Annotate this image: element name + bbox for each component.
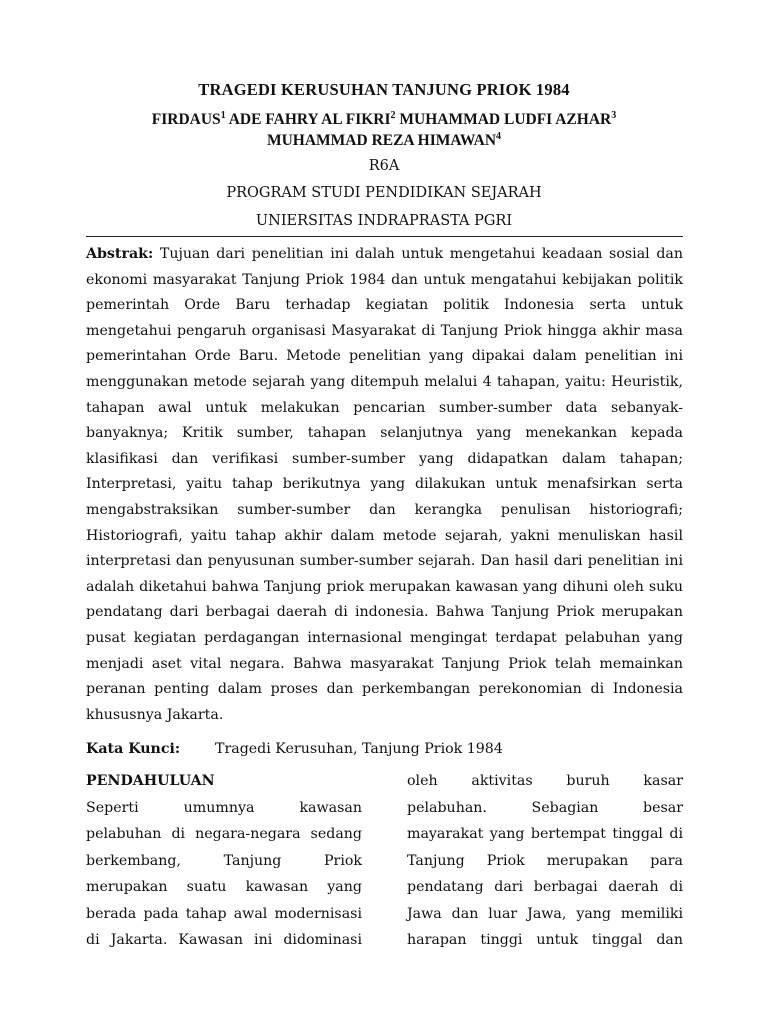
author-affiliation-number: 3 <box>611 110 617 121</box>
author-name: ADE FAHRY AL FIKRI <box>228 111 391 128</box>
body-line: merupakan suatu kawasan yang <box>86 879 362 895</box>
body-line: Seperti umumnya kawasan <box>86 799 362 816</box>
body-line: berkembang, Tanjung Priok <box>86 852 362 869</box>
body-line: oleh aktivitas buruh kasar <box>407 773 683 789</box>
body-line: pelabuhan. Sebagian besar <box>407 799 683 816</box>
university-name: UNIERSITAS INDRAPRASTA PGRI <box>255 213 513 229</box>
body-line: Tanjung Priok merupakan para <box>407 852 683 869</box>
body-line: harapan tinggi untuk tinggal dan <box>407 932 683 948</box>
intro-column-right <box>407 768 683 954</box>
author-name: FIRDAUS <box>151 111 221 128</box>
author-affiliation-number: 1 <box>220 110 226 121</box>
study-program: PROGRAM STUDI PENDIDIKAN SEJARAH <box>226 185 542 201</box>
keywords-value: Tragedi Kerusuhan, Tanjung Priok 1984 <box>215 741 503 757</box>
abstract-text: Tujuan dari penelitian ini dalah untuk mengetahui keadaan sosial dan ekonomi masyarakat Tanjung Priok 1984 dan untuk mengatahui kebijakan politik pemerintah Orde Baru terhadap kegiatan politik Indonesia serta untuk mengetahui pengaruh organisasi Masyarakat di Tanjung Priok hingga akhir masa pemerintahan Orde Baru. Metode penelitian yang dipakai dalam penelitian ini menggunakan metode sejarah yang ditempuh melalui 4 tahapan, yaitu: Heuristik, tahapan awal untuk melakukan pencarian sumber-sumber data sebanyak-banyaknya; Kritik sumber, tahapan selanjutnya yang menekankan kepada klasifikasi dan verifikasi sumber-sumber yang didapatkan dalam tahapan; Interpretasi, yaitu tahap berikutnya yang dilakukan untuk menafsirkan serta mengabstraksikan sumber-sumber dan kerangka penulisan historiografi; Historiografi, yaitu tahap akhir dalam metode sejarah, yakni menuliskan hasil interpretasi dan penyusunan sumber-sumber sejarah. Dan hasil dari penelitian ini adalah diketahui bahwa Tanjung priok merupakan kawasan yang dihuni oleh suku pendatang dari berbagai daerah di indonesia. Bahwa Tanjung Priok merupakan pusat kegiatan perdagangan internasional mengingat terdapat pelabuhan yang menjadi aset vital negara. Bahwa masyarakat Tanjung Priok telah memainkan peranan penting dalam proses dan perkembangan perekonomian di Indonesia khususnya Jakarta. <box>86 246 683 723</box>
abstract-label: Abstrak: <box>86 246 154 262</box>
header-divider <box>86 236 683 237</box>
section-heading: PENDAHULUAN <box>86 773 215 789</box>
abstract-paragraph <box>86 242 683 728</box>
body-line: Jawa dan luar Jawa, yang memiliki <box>407 905 683 922</box>
class-code: R6A <box>368 158 400 174</box>
author-name: MUHAMMAD LUDFI AZHAR <box>399 111 612 128</box>
body-line: berada pada tahap awal modernisasi <box>86 905 362 922</box>
paper-title: TRAGEDI KERUSUHAN TANJUNG PRIOK 1984 <box>198 80 570 99</box>
author-list <box>84 109 684 151</box>
author-affiliation-number: 4 <box>496 131 502 142</box>
body-line: di Jakarta. Kawasan ini didominasi <box>86 932 362 948</box>
body-line: pelabuhan di negara-negara sedang <box>86 826 362 842</box>
intro-column-left <box>86 768 362 954</box>
body-line: pendatang dari berbagai daerah di <box>407 879 683 895</box>
body-line: mayarakat yang bertempat tinggal di <box>407 826 683 842</box>
author-affiliation-number: 2 <box>390 110 396 121</box>
keywords-label: Kata Kunci: <box>86 741 181 757</box>
author-name: MUHAMMAD REZA HIMAWAN <box>266 132 497 149</box>
